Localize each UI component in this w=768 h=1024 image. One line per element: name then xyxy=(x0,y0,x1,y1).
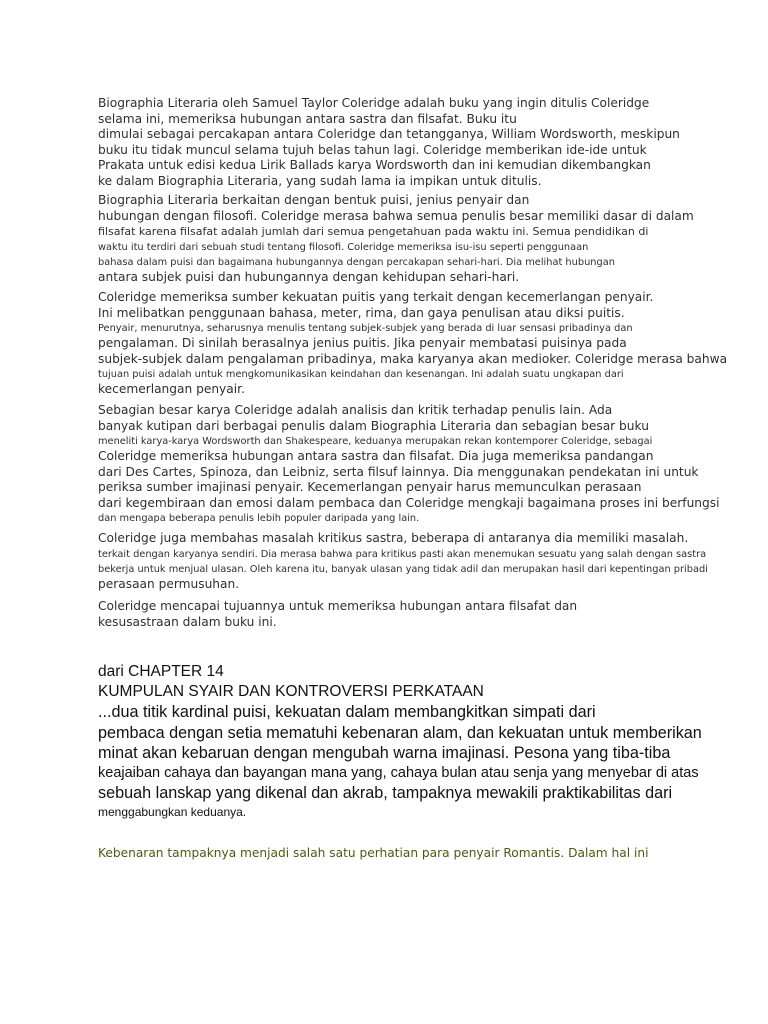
text-line: dimulai sebagai percakapan antara Coleridge dan tetangganya, William Wordsworth, meskipun xyxy=(98,127,680,141)
text-line: pengalaman. Di sinilah berasalnya jenius puitis. Jika penyair membatasi puisinya pada xyxy=(98,336,627,350)
text-line: tujuan puisi adalah untuk mengkomunikasikan keindahan dan kesenangan. Ini adalah suatu ungkapan dari xyxy=(98,369,624,380)
text-line: Biographia Literaria berkaitan dengan bentuk puisi, jenius penyair dan xyxy=(98,193,530,207)
text-line: banyak kutipan dari berbagai penulis dalam Biographia Literaria dan sebagian besar buku xyxy=(98,418,649,433)
text-line: Sebagian besar karya Coleridge adalah analisis dan kritik terhadap penulis lain. Ada xyxy=(98,403,613,417)
text-line: subjek-subjek dalam pengalaman pribadinya, maka karyanya akan medioker. Coleridge merasa bahwa xyxy=(98,351,728,366)
text-line: terkait dengan karyanya sendiri. Dia merasa bahwa para kritikus pasti akan menemukan sesuatu yang salah dengan sastra xyxy=(98,548,707,560)
text-line: bekerja untuk menjual ulasan. Oleh karena itu, banyak ulasan yang tidak adil dan merupakan hasil dari kepentingan pribadi xyxy=(98,563,708,575)
excerpt-line: ...dua titik kardinal puisi, kekuatan dalam membangkitkan simpati dari xyxy=(98,703,596,721)
paragraph-3 xyxy=(98,290,738,398)
excerpt-line: pembaca dengan setia mematuhi kebenaran alam, dan kekuatan untuk memberikan xyxy=(98,723,702,742)
text-line: hubungan dengan filosofi. Coleridge merasa bahwa semua penulis besar memiliki dasar di dalam xyxy=(98,208,694,223)
text-line: perasaan permusuhan. xyxy=(98,576,240,591)
text-line: dari kegembiraan dan emosi dalam pembaca dan Coleridge mengkaji bagaimana proses ini berfungsi xyxy=(98,495,720,510)
text-line: meneliti karya-karya Wordsworth dan Shakespeare, keduanya merupakan rekan kontemporer Coleridge, sebagai xyxy=(98,436,653,447)
paragraph-2 xyxy=(98,193,738,285)
text-line: buku itu tidak muncul selama tujuh belas tahun lagi. Coleridge memberikan ide-ide untuk xyxy=(98,142,647,157)
text-line: Ini melibatkan penggunaan bahasa, meter, rima, dan gaya penulisan atau diksi puitis. xyxy=(98,305,625,320)
text-line: selama ini, memeriksa hubungan antara sastra dan filsafat. Buku itu xyxy=(98,111,517,126)
text-line: periksa sumber imajinasi penyair. Kecemerlangan penyair harus memunculkan perasaan xyxy=(98,480,642,494)
excerpt-line: menggabungkan keduanya. xyxy=(98,804,247,819)
text-line: Coleridge juga membahas masalah kritikus sastra, beberapa di antaranya dia memiliki masalah. xyxy=(98,531,689,545)
paragraph-6 xyxy=(98,599,738,630)
paragraph-5 xyxy=(98,531,738,592)
excerpt-line: keajaiban cahaya dan bayangan mana yang, cahaya bulan atau senja yang menyebar di atas xyxy=(98,764,699,781)
text-line: waktu itu terdiri dari sebuah studi tentang filosofi. Coleridge memeriksa isu-isu seperti penggunaan xyxy=(98,241,589,253)
excerpt-line: sebuah lanskap yang dikenal dan akrab, tampaknya mewakili praktikabilitas dari xyxy=(98,784,673,802)
text-line: Penyair, menurutnya, seharusnya menulis tentang subjek-subjek yang berada di luar sensasi pribadinya dan xyxy=(98,323,633,334)
text-line: bahasa dalam puisi dan bagaimana hubungannya dengan percakapan sehari-hari. Dia melihat hubungan xyxy=(98,256,615,268)
paragraph-1 xyxy=(98,96,738,189)
chapter-label: dari CHAPTER 14 xyxy=(98,663,224,680)
chapter-section xyxy=(98,662,758,821)
green-text-line: Kebenaran tampaknya menjadi salah satu perhatian para penyair Romantis. Dalam hal ini xyxy=(98,846,649,860)
chapter-title: KUMPULAN SYAIR DAN KONTROVERSI PERKATAAN xyxy=(98,683,484,700)
chapter-excerpt xyxy=(98,702,758,821)
text-line: dan mengapa beberapa penulis lebih populer daripada yang lain. xyxy=(98,513,420,524)
paragraph-4 xyxy=(98,403,738,526)
excerpt-line: minat akan kebaruan dengan mengubah warna imajinasi. Pesona yang tiba-tiba xyxy=(98,744,671,762)
text-line: Coleridge mencapai tujuannya untuk memeriksa hubungan antara filsafat dan xyxy=(98,599,578,613)
text-line: filsafat karena filsafat adalah jumlah dari semua pengetahuan pada waktu ini. Semua pendidikan di xyxy=(98,225,649,238)
text-line: Coleridge memeriksa sumber kekuatan puitis yang terkait dengan kecemerlangan penyair. xyxy=(98,290,654,304)
text-line: Prakata untuk edisi kedua Lirik Ballads karya Wordsworth dan ini kemudian dikembangkan xyxy=(98,158,651,172)
text-line: kesusastraan dalam buku ini. xyxy=(98,614,277,629)
text-line: Coleridge memeriksa hubungan antara sastra dan filsafat. Dia juga memeriksa pandangan xyxy=(98,449,654,463)
text-line: Biographia Literaria oleh Samuel Taylor Coleridge adalah buku yang ingin ditulis Coleridge xyxy=(98,96,650,110)
text-line: ke dalam Biographia Literaria, yang sudah lama ia impikan untuk ditulis. xyxy=(98,173,542,188)
text-line: dari Des Cartes, Spinoza, dan Leibniz, serta filsuf lainnya. Dia menggunakan pendekatan ini untuk xyxy=(98,464,699,479)
text-line: antara subjek puisi dan hubungannya dengan kehidupan sehari-hari. xyxy=(98,269,520,284)
text-line: kecemerlangan penyair. xyxy=(98,382,245,396)
